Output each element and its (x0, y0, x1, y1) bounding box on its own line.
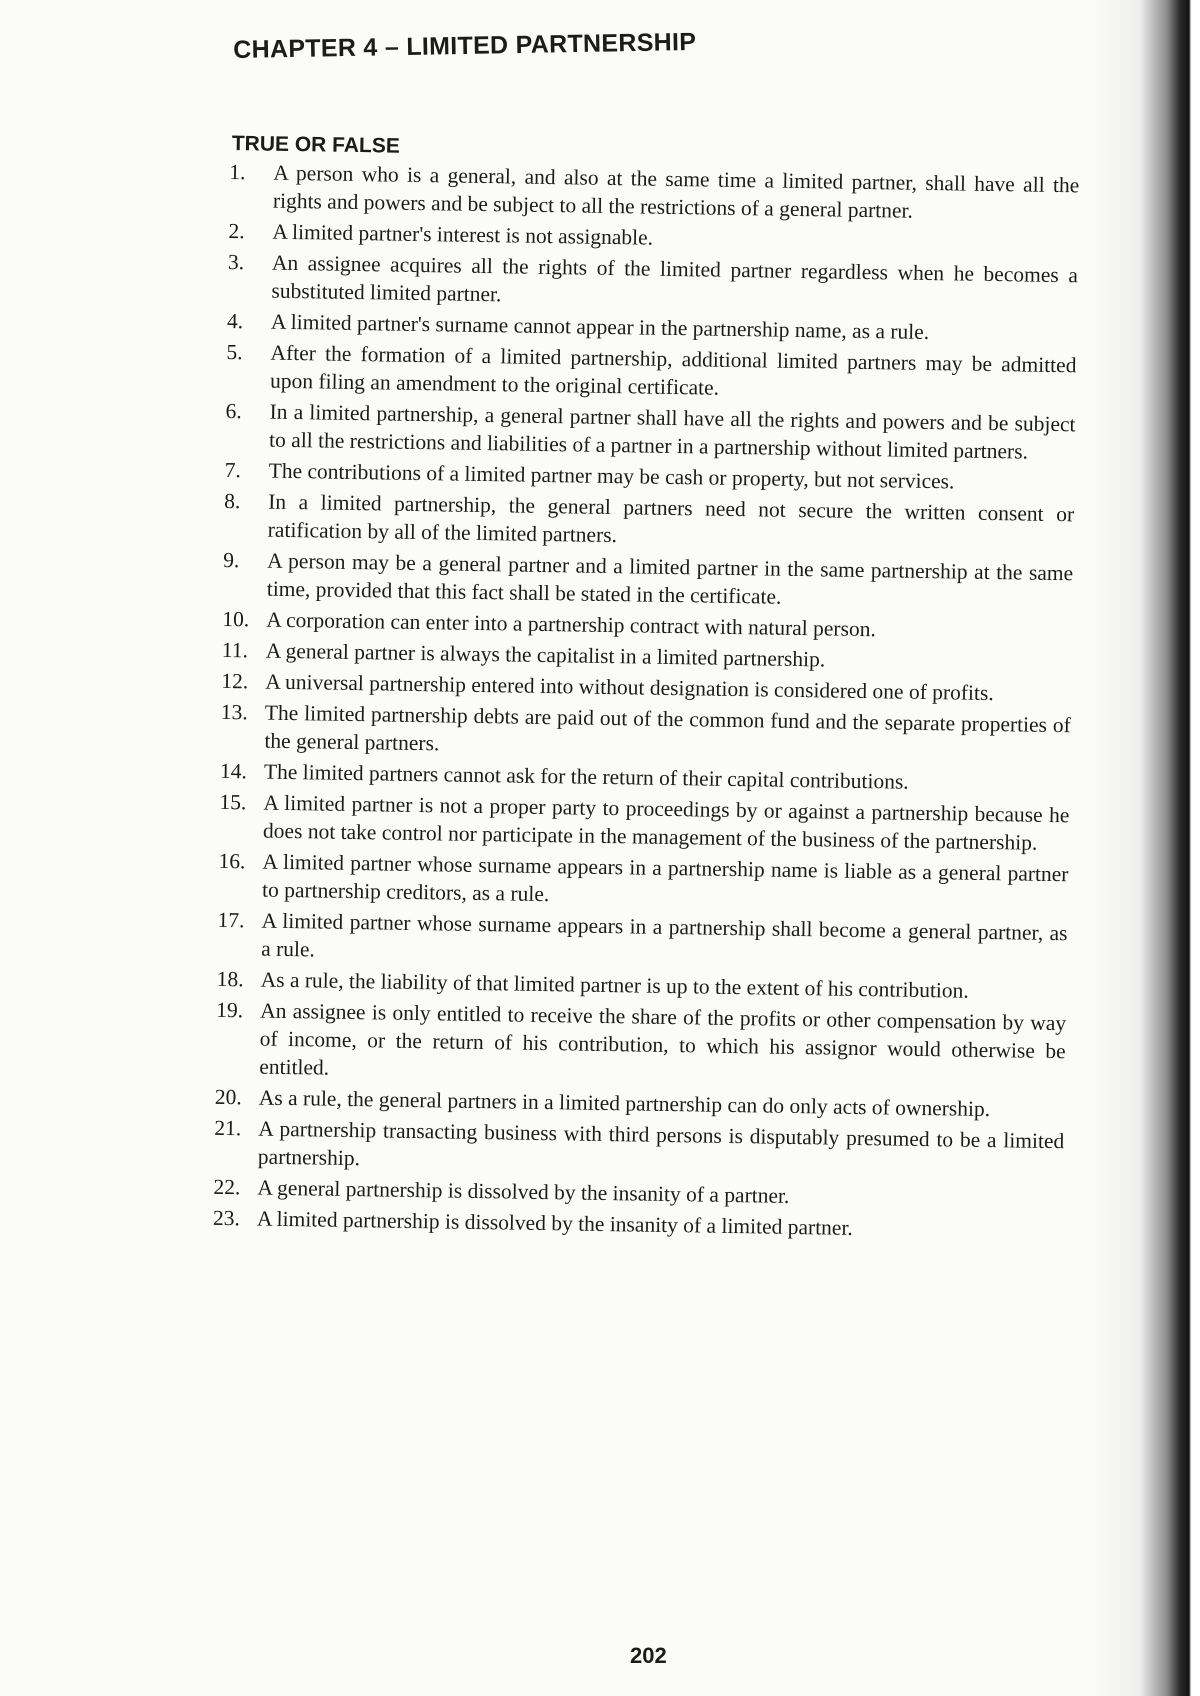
item-text: In a limited partnership, the general partners need not secure the written consent or ratification by all of the limited partners. (267, 489, 1075, 548)
list-item (229, 158, 1080, 227)
item-text: A limited partner is not a proper party to proceedings by or against a partnership because he does not take control nor participate in the management of the business of the partnership. (262, 790, 1070, 855)
item-number: 2. (228, 218, 245, 244)
item-text: A limited partner whose surname appears in a partnership name is liable as a general partner to partnership creditors, as a rule. (261, 849, 1069, 907)
book-spine-shadow (1090, 0, 1200, 1696)
item-number: 23. (212, 1205, 241, 1231)
section-title: TRUE OR FALSE (231, 132, 400, 158)
item-text: A person may be a general partner and a limited partner in the same partnership at the same time, provided that this fact shall be stated in the certificate. (266, 548, 1074, 609)
item-number: 9. (223, 547, 240, 573)
list-item (225, 397, 1076, 466)
list-item (219, 788, 1070, 857)
item-number: 12. (221, 668, 249, 694)
item-text: A partnership transacting business with third persons is disputably presumed to be a limited partnership. (257, 1116, 1065, 1171)
item-number: 4. (226, 308, 244, 334)
item-text: The limited partners cannot ask for the return of their capital contributions. (263, 759, 909, 794)
item-text: The limited partnership debts are paid out of the common fund and the separate properties of the general partners. (264, 700, 1071, 756)
item-text: The contributions of a limited partner may be cash or property, but not services. (268, 458, 955, 494)
list-item (217, 906, 1068, 975)
item-number: 18. (216, 966, 244, 992)
item-text: A limited partner's interest is not assignable. (272, 219, 654, 250)
item-text: A limited partnership is dissolved by the insanity of a limited partner. (256, 1206, 853, 1240)
item-number: 19. (216, 997, 244, 1023)
item-text: An assignee acquires all the rights of the limited partner regardless when he becomes a substituted limited partner. (271, 250, 1079, 307)
item-number: 22. (213, 1174, 241, 1200)
item-number: 3. (227, 249, 245, 275)
item-text: A limited partner's surname cannot appear in the partnership name, as a rule. (270, 309, 930, 345)
item-text: A general partner is always the capitalist in a limited partnership. (265, 638, 826, 672)
item-number: 5. (226, 339, 243, 365)
item-text: A person who is a general, and also at the same time a limited partner, shall have all the rights and powers and be subject to all the restrictions of a general partner. (272, 160, 1080, 223)
item-text: A universal partnership entered into without designation is considered one of profits. (265, 669, 994, 706)
item-number: 1. (229, 159, 246, 185)
item-text: As a rule, the general partners in a limited partnership can do only acts of ownership. (258, 1085, 991, 1122)
item-number: 16. (218, 848, 246, 874)
item-text: In a limited partnership, a general partner shall have all the rights and powers and be subject to all the restrictions and liabilities of a partner in a partnership without limited partners. (268, 399, 1076, 464)
list-item (226, 338, 1077, 407)
item-text: A corporation can enter into a partnership contract with natural person. (266, 607, 877, 642)
chapter-title: CHAPTER 4 – LIMITED PARTNERSHIP (233, 27, 697, 64)
list-item (215, 996, 1066, 1093)
item-number: 21. (214, 1115, 242, 1141)
list-item (223, 546, 1074, 615)
item-number: 20. (214, 1084, 242, 1110)
item-number: 6. (225, 398, 242, 424)
item-number: 10. (222, 606, 250, 632)
item-number: 7. (224, 457, 242, 483)
page-number: 202 (630, 1643, 667, 1668)
item-number: 17. (217, 907, 245, 933)
item-number: 8. (224, 488, 241, 514)
list-item (214, 1114, 1065, 1183)
item-number: 13. (220, 699, 248, 725)
list-item (224, 487, 1075, 556)
item-text: An assignee is only entitled to receive the share of the profits or other compensation by way of income, or the return of his contribution, to which his assignor would otherwise be entitled. (259, 998, 1067, 1080)
item-number: 11. (221, 637, 249, 663)
list-item (218, 847, 1069, 916)
item-text: As a rule, the liability of that limited partner is up to the extent of his contribution. (260, 967, 969, 1003)
list-item (220, 698, 1071, 767)
question-list (213, 158, 1080, 1245)
item-number: 14. (219, 758, 248, 784)
item-text: A general partnership is dissolved by the insanity of a partner. (257, 1175, 790, 1208)
question-section (213, 132, 1080, 1248)
list-item (227, 248, 1078, 317)
item-text: After the formation of a limited partnership, additional limited partners may be admitted upon filing an amendment to the original certificate. (269, 340, 1077, 400)
item-number: 15. (219, 789, 247, 815)
item-text: A limited partner whose surname appears in a partnership shall become a general partner, as a rule. (260, 908, 1068, 962)
